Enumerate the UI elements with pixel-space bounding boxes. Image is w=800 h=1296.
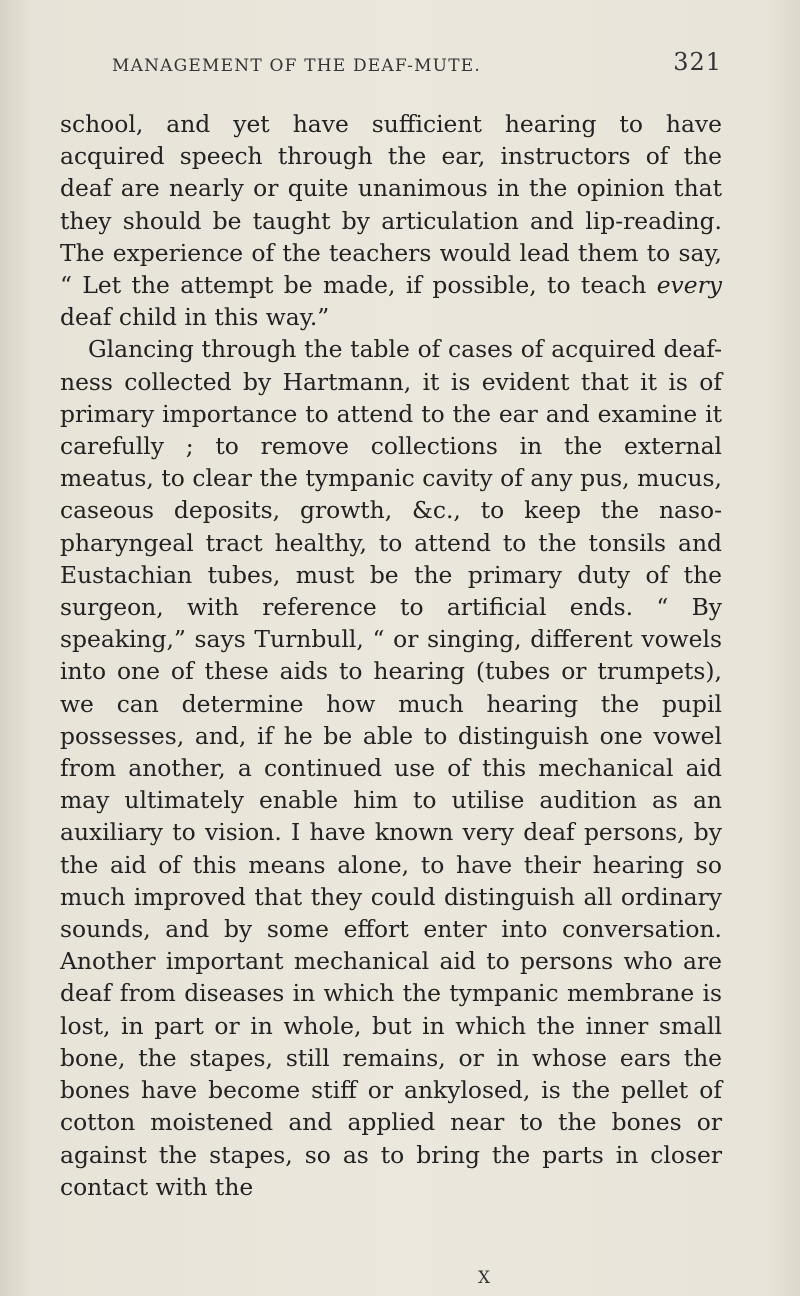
paragraph-1 [60, 108, 722, 333]
signature-mark: X [478, 1268, 491, 1288]
body-text [60, 108, 722, 1203]
page-number: 321 [673, 48, 722, 76]
paragraph-1-text-a: school, and yet have sufficient hearing to have acquired speech through the ear, instructors of the deaf are nearly or quite unanimous in the opinion that they should be taught by articulation and lip-reading. The experience of the teachers would lead them to say, “ Let the attempt be made, if possible, to teach [60, 110, 722, 300]
paragraph-2: Glancing through the table of cases of acquired deaf- ness collected by Hartmann, it is evident that it is of primary importance to attend to the ear and examine it carefully ; to remove collections in the external meatus, to clear the tympanic cavity of any pus, mucus, caseous deposits, growth, &c., to keep the naso-pharyngeal tract healthy, to attend to the tonsils and Eustachian tubes, must be the primary duty of the surgeon, with reference to artificial ends. “ By speaking,” says Turnbull, “ or singing, different vowels into one of these aids to hearing (tubes or trumpets), we can determine how much hearing the pupil possesses, and, if he be able to distinguish one vowel from another, a continued use of this mechanical aid may ultimately enable him to utilise audition as an auxiliary to vision. I have known very deaf persons, by the aid of this means alone, to have their hearing so much improved that they could distinguish all ordinary sounds, and by some effort enter into conversation. Another important mechanical aid to persons who are deaf from diseases in which the tympanic membrane is lost, in part or in whole, but in which the inner small bone, the stapes, still remains, or in whose ears the bones have become stiff or ankylosed, is the pellet of cotton moistened and applied near to the bones or against the stapes, so as to bring the parts in closer contact with the [60, 335, 722, 1201]
paragraph-1-text-b: deaf child in this way.” [60, 303, 330, 332]
running-head: MANAGEMENT OF THE DEAF-MUTE. [112, 56, 481, 76]
emphasis-every: every [656, 271, 722, 300]
page-header [112, 42, 722, 82]
